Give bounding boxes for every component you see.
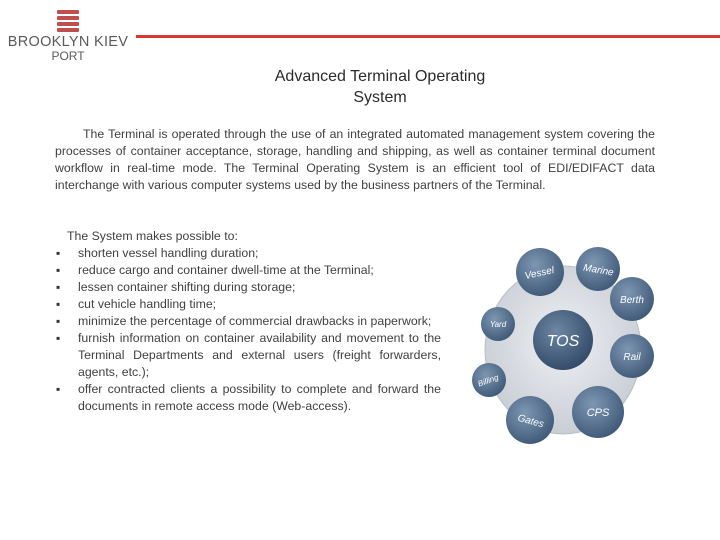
intro-paragraph: The Terminal is operated through the use of an integrated automated management system covering the processes of container acceptance, storage, handling and shipping, as well as container terminal document workflow in real-time mode. The Terminal Operating System is an efficient tool of EDI/EDIFACT data interchange with various computer systems used by the business partners of the Terminal. [55,127,655,192]
diagram-node-label: Marine [582,262,615,279]
diagram-node-label: Rail [623,352,641,363]
diagram-node-label: Billing [476,372,500,389]
logo-name: BROOKLYN KIEV [7,34,129,50]
logo-mark-icon [57,10,79,32]
list-item: ▪ offer contracted clients a possibility to complete and forward the documents in remote access mode (Web-access). [55,381,441,415]
list-item: ▪ shorten vessel handling duration; [55,245,441,262]
list-item: ▪ furnish information on container availability and movement to the Terminal Departments and external users (freight forwarders, agents, etc.); [55,330,441,381]
diagram-center-label: TOS [546,333,580,350]
diagram-node-label: Gates [516,412,545,431]
brand-logo [6,10,130,63]
list-item: ▪ minimize the percentage of commercial drawbacks in paperwork; [55,313,441,330]
list-item: ▪ reduce cargo and container dwell-time at the Terminal; [55,262,441,279]
page-title-line-2: System [353,89,407,106]
list-heading: The System makes possible to: [67,229,238,243]
bullet-list [55,245,441,415]
diagram-node-label: Vessel [523,265,556,283]
logo-subtitle: PORT [51,49,85,63]
header-divider [136,35,720,38]
page-title-line-1: Advanced Terminal Operating [274,68,486,85]
list-item: ▪ cut vehicle handling time; [55,296,441,313]
diagram-node-label: Yard [489,320,507,329]
tos-diagram [472,242,654,454]
capabilities-list [55,228,441,415]
diagram-node-label: CPS [586,407,610,419]
list-item: ▪ lessen container shifting during storage; [55,279,441,296]
page-title [180,66,580,108]
diagram-node-label: Berth [620,295,644,306]
